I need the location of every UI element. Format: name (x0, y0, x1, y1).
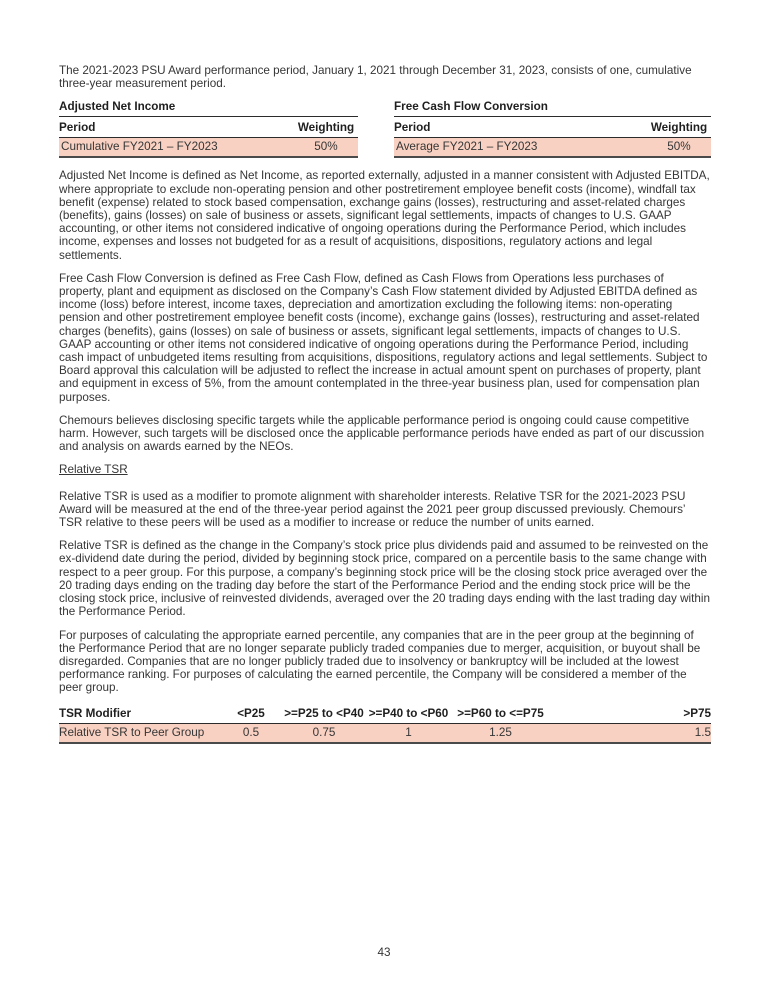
period-cell: Cumulative FY2021 – FY2023 (59, 138, 294, 158)
free-cash-flow-conversion-table (394, 100, 711, 158)
table-row (59, 723, 711, 743)
table-title-row (59, 100, 358, 117)
table-title: Adjusted Net Income (59, 100, 358, 117)
table-header-row (59, 705, 711, 724)
table-title: Free Cash Flow Conversion (394, 100, 711, 117)
tsr-modifier-table (59, 705, 711, 744)
column-header-tsr-modifier: TSR Modifier (59, 705, 218, 724)
relative-tsr-intro-paragraph: Relative TSR is used as a modifier to promote alignment with shareholder interests. Relative TSR for the 2021-2023 PSU Award will be measured at the end of the three-year period against the 2021 peer group discussed previously. Chemours’ TSR relative to these peers will be used as a modifier to increase or reduce the number of units earned. (59, 489, 686, 530)
tsr-row-label: Relative TSR to Peer Group (59, 723, 218, 743)
table-header-row (394, 117, 711, 138)
column-header-weighting: Weighting (647, 117, 711, 138)
free-cash-flow-definition: Free Cash Flow Conversion is defined as Free Cash Flow, defined as Cash Flows from Operations less purchases of property, plant and equipment as disclosed on the Company’s Cash Flow statement divided by Adjusted EBITDA defined as income (loss) before interest, income taxes, depreciation and amortization excluding the following items: non-operating pension and other postretirement employee benefit costs (income), exchange gains (losses), restructuring and asset-related charges (benefits), gains (losses) on sale of business or assets, significant legal settlements, impacts of changes to U.S. GAAP accounting or other items not considered indicative of ongoing operations during the Performance Period, including cash impact of unbudgeted items resulting from acquisitions, dispositions, regulatory actions and legal settlements. Subject to Board approval this calculation will be adjusted to reflect the increase in actual amount spent on purchases of property, plant and equipment in excess of 5%, from the amount contemplated in the three-year business plan, used for compensation plan purposes. (59, 271, 708, 404)
tsr-value-p75: 1.5 (548, 723, 711, 743)
page-number: 43 (377, 946, 391, 959)
weighting-cell: 50% (294, 138, 358, 158)
column-header-p40-p60: >=P40 to <P60 (364, 705, 453, 724)
relative-tsr-heading: Relative TSR (59, 463, 128, 477)
adjusted-net-income-table (59, 100, 358, 158)
tsr-value-p60-p75: 1.25 (453, 723, 548, 743)
period-cell: Average FY2021 – FY2023 (394, 138, 647, 158)
column-header-period: Period (394, 117, 647, 138)
table-row (59, 138, 358, 158)
tsr-value-p25: 0.5 (218, 723, 284, 743)
relative-tsr-definition-paragraph: Relative TSR is defined as the change in the Company’s stock price plus dividends paid and assumed to be reinvested on the ex-dividend date during the period, divided by beginning stock price, compared on a percentile basis to the same change with respect to a peer group. For this purpose, a company’s beginning stock price will be the closing stock price averaged over the 20 trading days ending on the trading day before the start of the Performance Period and the ending stock price will be the closing stock price, inclusive of reinvested dividends, averaged over the 20 trading days ending with the last trading day within the Performance Period. (59, 539, 710, 619)
table-header-row (59, 117, 358, 138)
table-title-row (394, 100, 711, 117)
weighting-cell: 50% (647, 138, 711, 158)
column-header-period: Period (59, 117, 294, 138)
table-row (394, 138, 711, 158)
earned-percentile-paragraph: For purposes of calculating the appropriate earned percentile, any companies that are in the peer group at the beginning of the Performance Period that are no longer separate publicly traded companies due to merger, acquisition, or buyout shall be disregarded. Companies that are no longer publicly traded due to insolvency or bankruptcy will be included at the lowest performance ranking. For purposes of calculating the earned percentile, the Company will be considered a member of the peer group. (59, 628, 701, 695)
intro-paragraph: The 2021-2023 PSU Award performance period, January 1, 2021 through December 31, 2023, consists of one, cumulative three-year measurement period. (59, 64, 692, 91)
targets-disclosure-paragraph: Chemours believes disclosing specific targets while the applicable performance period is ongoing could cause competitive harm. However, such targets will be disclosed once the applicable performance periods have ended as part of our discussion and analysis on awards earned by the NEOs. (59, 413, 705, 454)
column-header-p25-p40: >=P25 to <P40 (284, 705, 364, 724)
tsr-value-p25-p40: 0.75 (284, 723, 364, 743)
column-header-weighting: Weighting (294, 117, 358, 138)
adjusted-net-income-definition: Adjusted Net Income is defined as Net Income, as reported externally, adjusted in a manner consistent with Adjusted EBITDA, where appropriate to exclude non-operating pension and other postretirement employee benefit costs (income), windfall tax benefit (expense) related to stock based compensation, exchange gains (losses), restructuring and asset-related charges (benefits), gains (losses) on sale of business or assets, significant legal settlements, impacts of changes to U.S. GAAP accounting, or other items not considered indicative of ongoing operations during the Performance Period, which includes income, expenses and losses not budgeted for as a result of acquisitions, dispositions, regulatory actions and legal settlements. (59, 169, 710, 262)
metric-tables (59, 100, 711, 158)
column-header-p25: <P25 (218, 705, 284, 724)
column-header-p75: >P75 (548, 705, 711, 724)
column-header-p60-p75: >=P60 to <=P75 (453, 705, 548, 724)
tsr-value-p40-p60: 1 (364, 723, 453, 743)
